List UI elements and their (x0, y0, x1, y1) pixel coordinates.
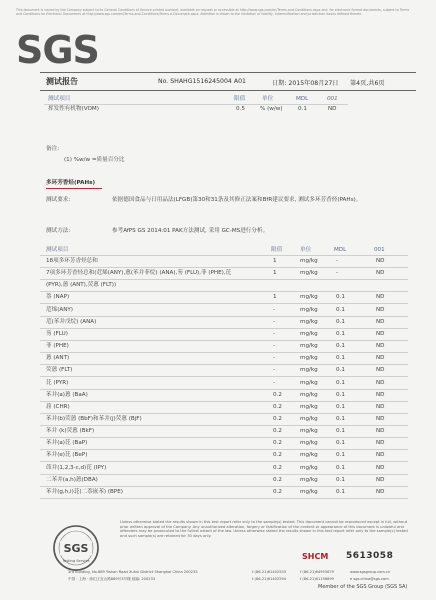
footer-address-cn: 中国 · 上海 · 徐汇区宜山路889号3号楼 邮编: 200233 (68, 577, 156, 581)
header-rule-top (40, 72, 416, 73)
pah-row-8-mdl: 0.1 (336, 343, 345, 350)
pah-row-4-mdl: 0.1 (336, 294, 345, 301)
pah-row-rule (40, 316, 408, 317)
pah-row-20-mdl: 0.1 (336, 488, 345, 495)
pah-row-2-unit: mg/kg (300, 270, 318, 277)
vom-header-unit: 单位 (262, 96, 274, 102)
pah-row-10-result: ND (376, 367, 385, 374)
pah-row-17-mdl: 0.1 (336, 452, 345, 459)
pah-row-rule (40, 267, 408, 268)
notes-item: (1) %w/w =质量百分比 (64, 157, 125, 163)
pah-row-rule (40, 449, 408, 450)
pah-row-9-limit: - (273, 355, 276, 362)
pah-row-4-unit: mg/kg (300, 294, 318, 301)
pah-method-text: 参考AfPS GS 2014:01 PAK方法测试, 采用 GC-MS进行分析。 (112, 228, 269, 234)
pah-row-9-result: ND (376, 355, 385, 362)
pah-row-5-item: 苊烯(ANY) (46, 306, 73, 313)
pah-header-limit: 限值 (271, 247, 283, 253)
pah-row-9-unit: mg/kg (300, 355, 318, 362)
pah-row-13-limit: 0.2 (273, 403, 282, 410)
pah-row-11-unit: mg/kg (300, 379, 318, 386)
footer-web: www.sgsgroup.com.cn (350, 570, 391, 574)
pah-row-rule (40, 279, 408, 280)
pah-row-2-limit: 1 (273, 270, 277, 277)
pah-row-8-item: 菲 (PHE) (46, 343, 69, 350)
pah-row-18-limit: 0.2 (273, 464, 282, 471)
pah-row-2-item: 7项多环芳香烃总和(苊烯(ANY),蒽(苯并菲烷) (ANA),芴 (FLU),菲 (PHE),芘 (46, 270, 232, 277)
pah-row-rule (40, 303, 408, 304)
pah-row-6-item: 苊(苯并戊烷) (ANA) (46, 318, 97, 325)
vom-header-mdl: MDL (296, 96, 309, 102)
pah-row-10-item: 荧蒽 (FLT) (46, 367, 73, 374)
pah-row-19-result: ND (376, 476, 385, 483)
pah-row-8-limit: - (273, 343, 276, 350)
pah-row-11-limit: - (273, 379, 276, 386)
pah-row-1-result: ND (376, 258, 385, 264)
pah-row-16-result: ND (376, 440, 385, 447)
pah-row-4-result: ND (376, 294, 385, 301)
pah-row-12-result: ND (376, 391, 385, 398)
pah-row-7-unit: mg/kg (300, 330, 318, 337)
report-date: 日期: 2015年08月27日 (272, 80, 339, 87)
pah-row-15-result: ND (376, 428, 385, 435)
pah-row-2-result: ND (376, 270, 385, 277)
footer-address-en: 3rd Building, No.889 Yishan Road Xuhui District Shanghai China 200233 (68, 570, 198, 574)
pah-row-6-mdl: 0.1 (336, 318, 345, 325)
footer-fax-1: f (86-21)64953679 (300, 570, 334, 574)
pah-row-14-item: 苯并(b)荧蒽 (BbF)和苯并(j)荧蒽 (BjF) (46, 415, 142, 422)
pah-row-14-mdl: 0.1 (336, 415, 345, 422)
pah-row-10-limit: - (273, 367, 276, 374)
pah-row-7-mdl: 0.1 (336, 330, 345, 337)
pah-header-item: 测试项目 (46, 247, 69, 253)
pah-row-rule (40, 401, 408, 402)
pah-row-rule (40, 389, 408, 390)
vom-header-limit: 限值 (234, 96, 246, 102)
member-line: Member of the SGS Group (SGS SA) (318, 584, 408, 590)
pah-row-11-mdl: 0.1 (336, 379, 345, 386)
pah-row-1-item: 18项多环芳香烃总和 (46, 258, 98, 264)
pah-row-5-unit: mg/kg (300, 306, 318, 313)
pah-row-15-limit: 0.2 (273, 428, 282, 435)
pah-row-10-mdl: 0.1 (336, 367, 345, 374)
pah-row-19-mdl: 0.1 (336, 476, 345, 483)
pah-row-14-result: ND (376, 415, 385, 422)
pah-row-15-unit: mg/kg (300, 428, 318, 435)
pah-row-4-item: 萘 (NAP) (46, 294, 70, 301)
pah-row-12-unit: mg/kg (300, 391, 318, 398)
pah-row-6-unit: mg/kg (300, 318, 318, 325)
pah-row-rule (40, 437, 408, 438)
pah-row-19-limit: 0.2 (273, 476, 282, 483)
pah-row-rule (40, 376, 408, 377)
shcm-code: SHCM (302, 552, 329, 561)
pah-row-3-item: (PYR),蒽 (ANT),荧蒽 (FLT)) (46, 282, 117, 289)
pah-row-rule (40, 425, 408, 426)
pah-method-label: 测试方法: (46, 228, 71, 234)
pah-requirement-label: 测试要求: (46, 197, 71, 203)
notes-label: 备注: (46, 146, 60, 152)
pah-row-5-result: ND (376, 306, 385, 313)
pah-requirement-text: 依据德国食品与日用品法(LFGB)第30和31条及其修正法案和BfR建议要求, 测试多环芳香烃(PAHs)。 (112, 197, 362, 203)
pah-row-15-mdl: 0.1 (336, 428, 345, 435)
pah-row-9-item: 蒽 (ANT) (46, 355, 70, 362)
vom-row-item: 挥发性有机物(VOM) (48, 106, 99, 112)
pah-row-14-unit: mg/kg (300, 415, 318, 422)
pah-row-16-unit: mg/kg (300, 440, 318, 447)
pah-row-13-item: 䓛 (CHR) (46, 403, 70, 410)
vom-header-001: 001 (327, 96, 338, 102)
pah-row-rule (40, 291, 408, 292)
pah-row-7-result: ND (376, 330, 385, 337)
pah-row-11-result: ND (376, 379, 385, 386)
header-rule-bottom (40, 90, 416, 91)
pah-row-18-unit: mg/kg (300, 464, 318, 471)
footer-fax-2: f (86-21)61156899 (300, 577, 334, 581)
pah-header-unit: 单位 (300, 247, 312, 253)
pah-row-16-item: 苯并(a)芘 (BaP) (46, 440, 88, 447)
pah-row-rule (40, 328, 408, 329)
vom-header-item: 测试项目 (48, 96, 71, 102)
footer-disclaimer: Unless otherwise stated the results shown in this test report refer only to the sample(s) tested. This document cannot be reproduced except in full, without prior written approval of the Company. Any unauthorized alteration, forgery or falsification of the content or appearance of this document is unlawful and offenders may be prosecuted to the fullest extent of the law. Unless otherwise stated the results shown in this test report refer only to the sample(s) tested and such sample(s) are retained for 30 days only. (120, 520, 408, 538)
pah-row-rule (40, 352, 408, 353)
pah-row-4-limit: 1 (273, 294, 277, 301)
pah-row-16-limit: 0.2 (273, 440, 282, 447)
pah-row-1-unit: mg/kg (300, 258, 318, 264)
pah-row-13-unit: mg/kg (300, 403, 318, 410)
pah-row-14-limit: 0.2 (273, 415, 282, 422)
page-indicator: 第4页,共6页 (350, 80, 385, 87)
pah-row-rule (40, 474, 408, 475)
pah-header-001: 001 (374, 247, 385, 253)
pah-row-rule (40, 413, 408, 414)
footer-tel-1: t (86-21)61402553 (252, 570, 287, 574)
pah-row-17-item: 苯并(e)芘 (BeP) (46, 452, 88, 459)
pah-title-underline (46, 188, 102, 189)
logo-fine-print: This document is issued by the Company subject to its General Conditions of Service printed overleaf, available on request or accessible at http://www.sgs.com/en/Terms-and-Conditions.aspx and, for electronic format documents, subject to Terms and Conditions for Electronic Documents at http://www.sgs.com/en/Terms-and-Conditions/Terms-e-Document.aspx. Attention is drawn to the limitation of liability, indemnification and jurisdiction issues defined therein. (16, 8, 410, 16)
pah-row-12-mdl: 0.1 (336, 391, 345, 398)
pah-row-12-item: 苯并(a)蒽 (BaA) (46, 391, 88, 398)
pah-row-9-mdl: 0.1 (336, 355, 345, 362)
serial-number: 5613058 (346, 551, 394, 561)
pah-row-rule (40, 461, 408, 462)
pah-row-6-limit: - (273, 318, 276, 325)
footer-email: e sgs.china@sgs.com (350, 577, 389, 581)
pah-row-7-item: 芴 (FLU) (46, 330, 68, 337)
pah-row-5-limit: - (273, 306, 276, 313)
pah-row-16-mdl: 0.1 (336, 440, 345, 447)
pah-row-rule (40, 498, 408, 499)
pah-row-2-mdl: - (336, 270, 339, 277)
pah-row-8-result: ND (376, 343, 385, 350)
pah-section-title: 多环芳香烃(PAHs) (46, 180, 96, 186)
pah-row-18-item: 茚并(1,2,3-c,d)芘 (IPY) (46, 464, 107, 471)
pah-header-mdl: MDL (334, 247, 347, 253)
report-number: No. SHAHG1516245004 A01 (158, 78, 246, 85)
pah-row-20-item: 苯并(g,h,i)苝(二萘嵌苯) (BPE) (46, 488, 123, 495)
pah-row-18-mdl: 0.1 (336, 464, 345, 471)
pah-row-19-item: 二苯并(a,h)蒽(DBA) (46, 476, 98, 483)
pah-row-13-mdl: 0.1 (336, 403, 345, 410)
pah-row-20-limit: 0.2 (273, 488, 282, 495)
pah-row-12-limit: 0.2 (273, 391, 282, 398)
pah-row-15-item: 苯并 (k)荧蒽 (BkF) (46, 428, 95, 435)
vom-row-mdl: 0.1 (298, 106, 307, 112)
pah-row-17-limit: 0.2 (273, 452, 282, 459)
pah-row-rule (40, 364, 408, 365)
pah-row-8-unit: mg/kg (300, 343, 318, 350)
pah-row-1-mdl: - (336, 258, 339, 264)
pah-row-13-result: ND (376, 403, 385, 410)
pah-row-rule (40, 340, 408, 341)
vom-header-rule (44, 104, 348, 105)
pah-row-18-result: ND (376, 464, 385, 471)
pah-row-1-limit: 1 (273, 258, 277, 264)
sgs-logo: SGS (16, 28, 99, 72)
vom-row-limit: 0.5 (236, 106, 245, 112)
pah-row-7-limit: - (273, 330, 276, 337)
pah-row-20-result: ND (376, 488, 385, 495)
footer-tel-2: t (86-21)61402594 (252, 577, 287, 581)
vom-row-result: ND (328, 106, 337, 112)
pah-row-19-unit: mg/kg (300, 476, 318, 483)
pah-row-5-mdl: 0.1 (336, 306, 345, 313)
pah-row-17-result: ND (376, 452, 385, 459)
sgs-testing-service-stamp (52, 524, 100, 572)
pah-row-11-item: 芘 (PYR) (46, 379, 69, 386)
pah-row-10-unit: mg/kg (300, 367, 318, 374)
pah-row-rule (40, 486, 408, 487)
report-title: 测试报告 (46, 77, 78, 86)
pah-row-6-result: ND (376, 318, 385, 325)
stamp-logo: SGS (63, 542, 89, 555)
stamp-subtitle: Testing Service (62, 559, 90, 563)
pah-row-17-unit: mg/kg (300, 452, 318, 459)
vom-row-unit: % (w/w) (260, 106, 283, 112)
pah-row-20-unit: mg/kg (300, 488, 318, 495)
pah-header-rule (40, 255, 408, 256)
